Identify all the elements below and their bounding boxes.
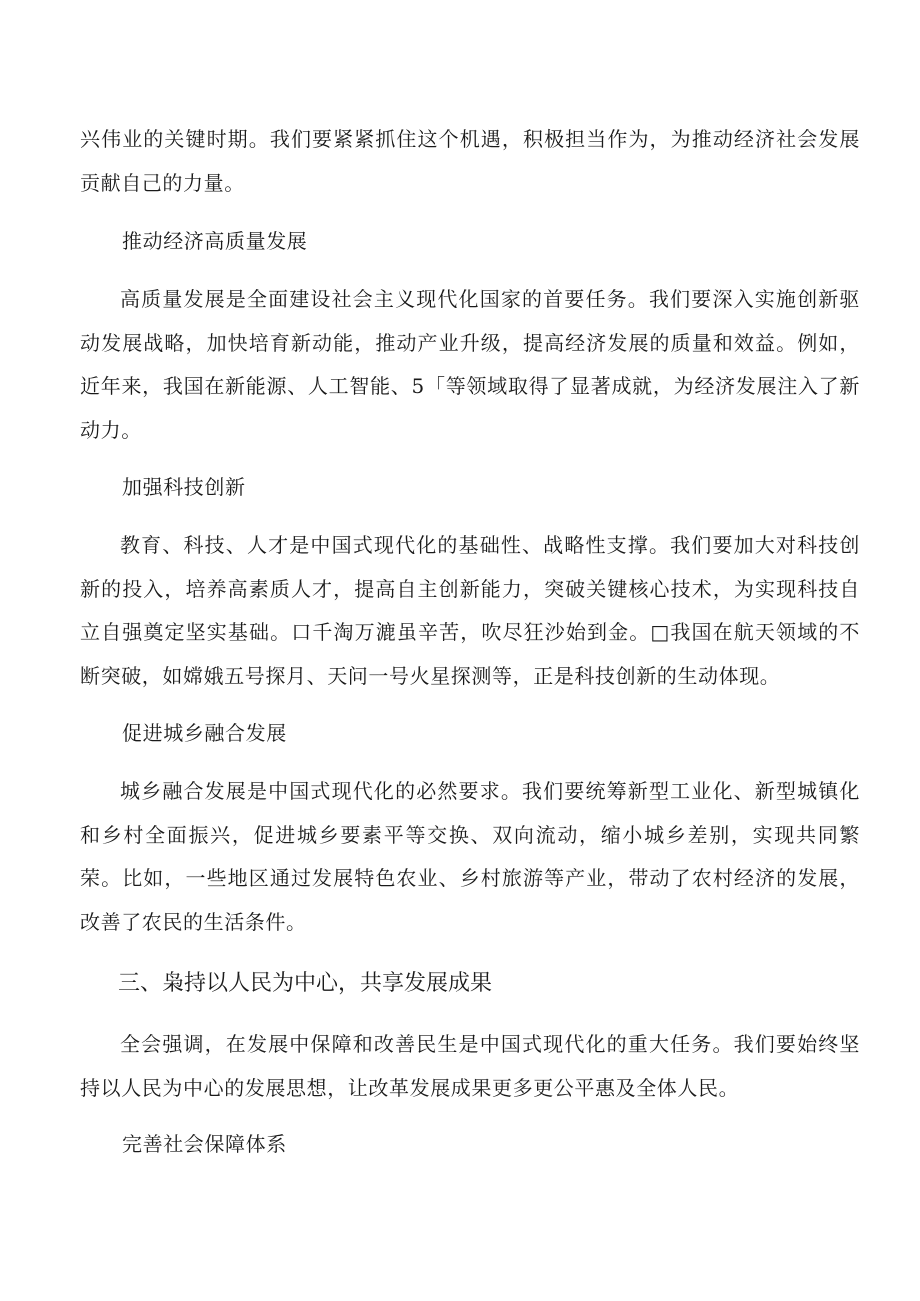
paragraph-tech-innovation: 教育、科技、人才是中国式现代化的基础性、战略性支撑。我们要加大对科技创新的投入，培养高素质人才，提高自主创新能力，突破关键核心技术，为实现科技自立自强奠定坚实基础。口千淘万漉虽辛苦，吹尽狂沙始到金。□我国在航天领域的不断突破，如嫦娥五号探月、天问一号火星探测等，正是科技创新的生动体现。 [80,533,860,688]
paragraph-urban-rural: 城乡融合发展是中国式现代化的必然要求。我们要统筹新型工业化、新型城镇化和乡村全面振兴，促进城乡要素平等交换、双向流动，缩小城乡差别，实现共同繁荣。比如，一些地区通过发展特色农业、乡村旅游等产业，带动了农村经济的发展，改善了农民的生活条件。 [80,779,860,934]
subheading-high-quality-development: 推动经济高质量发展 [122,229,308,253]
section-heading-three: 三、枭持以人民为中心，共享发展成果 [118,971,493,996]
subheading-tech-innovation: 加强科技创新 [122,475,246,499]
subheading-social-security: 完善社会保障体系 [122,1132,287,1156]
paragraph-intro-continued: 兴伟业的关键时期。我们要紧紧抓住这个机遇，积极担当作为，为推动经济社会发展贡献自己的力量。 [80,127,860,195]
paragraph-high-quality-development: 高质量发展是全面建设社会主义现代化国家的首要任务。我们要深入实施创新驱动发展战略，加快培育新动能，推动产业升级，提高经济发展的质量和效益。例如，近年来，我国在新能源、人工智能、5「等领域取得了显著成就，为经济发展注入了新动力。 [80,287,860,442]
paragraph-people-centered: 全会强调，在发展中保障和改善民生是中国式现代化的重大任务。我们要始终坚持以人民为中心的发展思想，让改革发展成果更多更公平惠及全体人民。 [80,1032,860,1100]
subheading-urban-rural: 促进城乡融合发展 [122,721,287,745]
